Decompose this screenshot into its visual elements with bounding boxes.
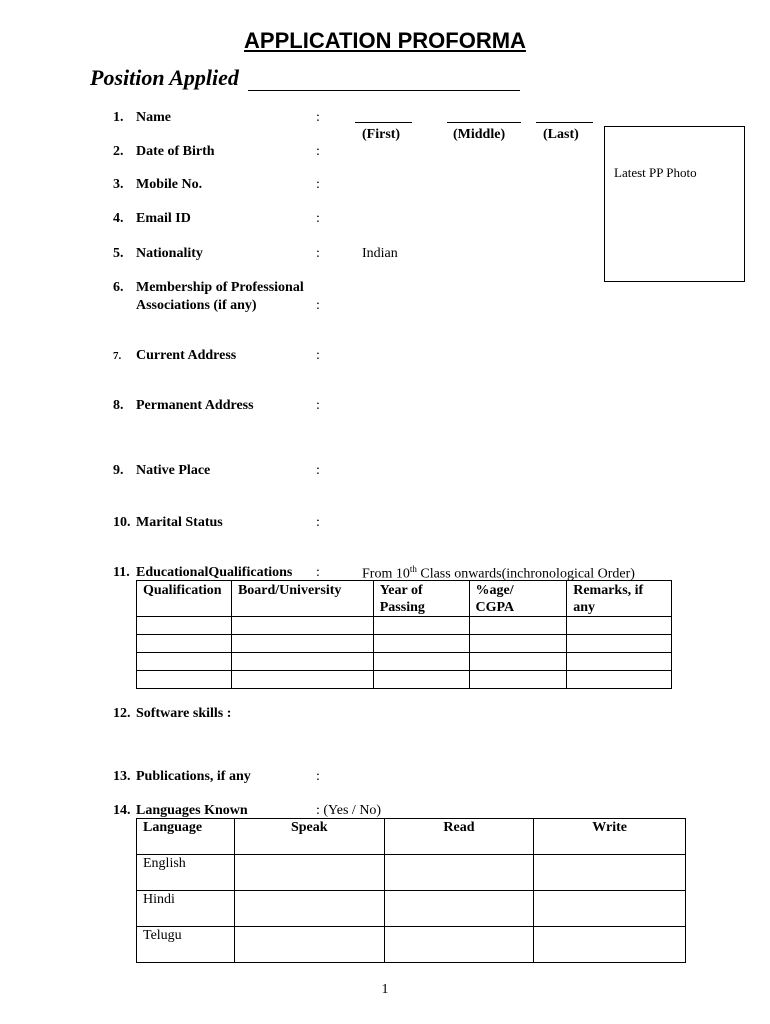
field-number: 12. [113, 706, 131, 721]
table-cell[interactable] [567, 671, 672, 689]
table-cell[interactable] [231, 617, 373, 635]
field-label-membership-line2: Associations (if any) [136, 298, 257, 313]
field-colon: : [316, 565, 320, 580]
field-colon: : [316, 177, 320, 192]
table-row [137, 635, 672, 653]
table-cell[interactable] [137, 653, 232, 671]
photo-box[interactable] [604, 126, 745, 282]
edu-header-board: Board/University [231, 581, 373, 617]
field-number: 8. [113, 398, 124, 413]
field-label-native-place: Native Place [136, 463, 211, 478]
table-cell[interactable] [231, 653, 373, 671]
field-number: 14. [113, 803, 131, 818]
field-number: 2. [113, 144, 124, 159]
languages-header-row [137, 819, 686, 855]
table-cell[interactable] [469, 617, 567, 635]
field-number: 1. [113, 110, 124, 125]
lang-header-language: Language [137, 819, 235, 855]
table-cell[interactable] [384, 855, 534, 891]
field-colon: : [316, 246, 320, 261]
table-row [137, 671, 672, 689]
field-colon: : [316, 110, 320, 125]
field-label-permanent-address: Permanent Address [136, 398, 254, 413]
table-cell[interactable] [534, 927, 686, 963]
edu-header-percent: %age/ CGPA [469, 581, 567, 617]
field-colon-yes-no: : (Yes / No) [316, 803, 382, 818]
field-number: 7. [113, 350, 122, 362]
table-row [137, 855, 686, 891]
field-label-education: EducationalQualifications [136, 565, 293, 580]
lang-header-write: Write [534, 819, 686, 855]
field-number: 6. [113, 280, 124, 295]
language-name: Telugu [137, 927, 235, 963]
table-cell[interactable] [373, 635, 469, 653]
education-table [136, 580, 672, 689]
table-cell[interactable] [469, 671, 567, 689]
field-number: 13. [113, 769, 131, 784]
field-number: 5. [113, 246, 124, 261]
table-cell[interactable] [384, 891, 534, 927]
table-cell[interactable] [373, 617, 469, 635]
lang-header-read: Read [384, 819, 534, 855]
position-applied-label: Position Applied [90, 65, 239, 90]
field-number: 3. [113, 177, 124, 192]
field-colon: : [316, 144, 320, 159]
field-label-dob: Date of Birth [136, 144, 215, 159]
name-last-line[interactable] [536, 122, 593, 123]
table-row [137, 617, 672, 635]
name-middle-line[interactable] [447, 122, 521, 123]
table-cell[interactable] [234, 927, 384, 963]
field-label-languages: Languages Known [136, 803, 248, 818]
page-number: 1 [381, 982, 389, 997]
field-label-publications: Publications, if any [136, 769, 251, 784]
table-cell[interactable] [373, 653, 469, 671]
field-label-email: Email ID [136, 211, 191, 226]
education-header-row [137, 581, 672, 617]
language-name: English [137, 855, 235, 891]
position-applied-line [248, 90, 520, 91]
table-cell[interactable] [234, 891, 384, 927]
table-cell[interactable] [137, 671, 232, 689]
field-colon: : [316, 348, 320, 363]
table-cell[interactable] [534, 855, 686, 891]
table-row [137, 927, 686, 963]
table-cell[interactable] [567, 635, 672, 653]
field-label-name: Name [136, 110, 171, 125]
field-colon: : [316, 298, 320, 313]
table-cell[interactable] [137, 617, 232, 635]
table-cell[interactable] [534, 891, 686, 927]
table-cell[interactable] [234, 855, 384, 891]
table-cell[interactable] [567, 653, 672, 671]
field-number: 11. [113, 565, 130, 580]
field-colon: : [316, 515, 320, 530]
field-label-membership: Membership of Professional [136, 280, 304, 295]
field-number: 4. [113, 211, 124, 226]
field-number: 9. [113, 463, 124, 478]
field-label-software-skills: Software skills : [136, 706, 232, 721]
table-cell[interactable] [231, 671, 373, 689]
table-cell[interactable] [469, 653, 567, 671]
field-label-nationality: Nationality [136, 246, 203, 261]
name-last-caption: (Last) [543, 127, 579, 142]
page-title: APPLICATION PROFORMA [244, 28, 526, 53]
nationality-value: Indian [362, 246, 398, 261]
table-cell[interactable] [384, 927, 534, 963]
name-first-caption: (First) [362, 127, 401, 142]
name-middle-caption: (Middle) [453, 127, 506, 142]
edu-header-qualification: Qualification [137, 581, 232, 617]
edu-header-year: Year of Passing [373, 581, 469, 617]
languages-table [136, 818, 686, 963]
field-label-marital-status: Marital Status [136, 515, 223, 530]
field-label-current-address: Current Address [136, 348, 237, 363]
education-note: From 10th Class onwards(inchronological Order) [362, 564, 635, 582]
language-name: Hindi [137, 891, 235, 927]
field-colon: : [316, 211, 320, 226]
lang-header-speak: Speak [234, 819, 384, 855]
table-cell[interactable] [137, 635, 232, 653]
field-number: 10. [113, 515, 131, 530]
field-colon: : [316, 463, 320, 478]
name-first-line[interactable] [355, 122, 412, 123]
table-cell[interactable] [231, 635, 373, 653]
field-colon: : [316, 398, 320, 413]
table-cell[interactable] [373, 671, 469, 689]
table-row [137, 891, 686, 927]
table-cell[interactable] [469, 635, 567, 653]
table-row [137, 653, 672, 671]
field-label-mobile: Mobile No. [136, 177, 203, 192]
edu-header-remarks: Remarks, if any [567, 581, 672, 617]
field-colon: : [316, 769, 320, 784]
table-cell[interactable] [567, 617, 672, 635]
photo-label: Latest PP Photo [614, 165, 697, 180]
